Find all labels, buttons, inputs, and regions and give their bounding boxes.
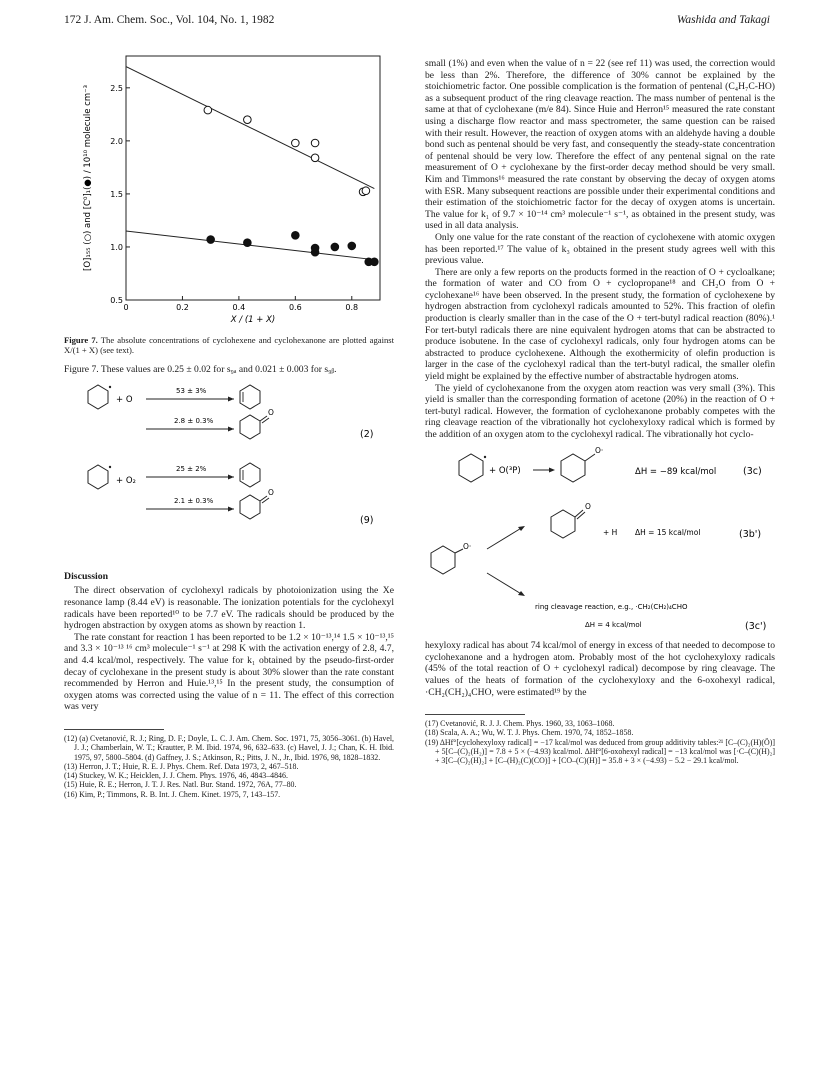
running-header-authors: Washida and Takagi [676, 14, 770, 26]
svg-text:O: O [585, 501, 591, 511]
reaction-scheme-3 [425, 445, 775, 635]
scheme-9-reactant: + O₂ [116, 476, 136, 487]
discussion-heading: Discussion [64, 570, 109, 582]
data-point-open [292, 139, 300, 147]
data-point-filled [292, 231, 300, 239]
body-paragraph-1: small (1%) and even when the value of n = 22 (see ref 11) was used, the correction would be less than 2%. Therefore, the difference of 30% cannot be explained by the stoichiometric factor. One possible complication is the formation of pentenal (C₄H₇C-HO) as a subsequent product of the ring cleavage reaction. The mass number of pentenal is the same at that of cyclohexane (m/e 84). Since Huie and Herron¹⁵ measured the rate constant using a discharge flow reactor and mass spectrometer, the same question can be raised with their result. However, the reaction of oxygen atoms with an aldehyde having a double bond such as pentenal should be very fast, and consequently the steady-state concentration of pentenal should be very low. Therefore the effect of any pentenal signal on the rate measurement of O + cyclohexane by the first-order decay method should be very small. Kim and Timmons¹⁶ measured the rate constant by observing the decay of oxygen atoms with ESR. Many subsequent reactions are possible under their experimental conditions and their estimation of the stoichiometric factor for the decay of oxygen atoms is uncertain. The value for k₁ of 9.7 × 10⁻¹⁴ cm³ molecule⁻¹ s⁻¹, as obtained in the present study, was used in all data analysis. [425, 58, 775, 232]
references-left [64, 734, 394, 799]
figure-7-caption [64, 335, 394, 356]
scheme-3b-product: + H [603, 527, 618, 537]
figure-caption-text: The absolute concentrations of cyclohexene and cyclohexanone are plotted against X/(1 + X) (see text). [64, 334, 395, 356]
scheme-2-yield-2: 2.8 ± 0.3% [174, 417, 214, 426]
figure-7-chart [64, 50, 394, 328]
cyclohexyl-ring [88, 385, 108, 409]
running-header-journal: 172 J. Am. Chem. Soc., Vol. 104, No. 1, 1982 [64, 14, 275, 26]
data-point-filled [371, 258, 379, 266]
cyclohexyl-ring [459, 454, 483, 482]
scheme-3c-reactant: + O(³P) [489, 465, 521, 476]
data-point-filled [207, 236, 215, 244]
data-point-filled [311, 244, 319, 252]
scheme-9-yield-2: 2.1 ± 0.3% [174, 497, 214, 506]
left-column [64, 50, 394, 799]
reference-12: (12) (a) Cvetanović, R. J.; Ring, D. F.; Doyle, L. C. J. Am. Chem. Soc. 1971, 75, 3056–3061. (b) Havel, J. J.; Chamberlain, W. T.; Krautter, P. M. Ibid. 1974, 96, 632–633. (c) Havel, J. J.; Chan, K. H. Ibid. 1975, 97, 5800–5804. (d) Gaffney, J. S.; Atkinson, R.; Pitts, J. N., Jr., Ibid. 1976, 98, 1828–1832. [64, 733, 394, 762]
x-tick-label: 0 [123, 303, 129, 312]
x-tick-label: 0.8 [345, 303, 359, 312]
x-tick-label: 0.4 [232, 303, 246, 312]
data-point-open [362, 187, 370, 195]
cyclohexanone-ring [551, 510, 575, 538]
data-point-open [311, 154, 319, 162]
reaction-scheme-2-9 [64, 377, 394, 567]
discussion-paragraph-1: The direct observation of cyclohexyl radicals by photoionization using the Xe resonance lamp (8.44 eV) is reasonable. The ionization potentials for the cyclohexyl radicals have been reported¹⁰ to be 7.7 eV. The radicals should be produced by the hydrogen abstraction by oxygen atoms as shown by reaction 1. [64, 585, 394, 632]
reference-13: (13) Herron, J. T.; Huie, R. E. J. Phys. Chem. Ref. Data 1973, 2, 467–518. [64, 761, 299, 771]
y-tick-label: 2.5 [110, 83, 123, 93]
scheme-9-yield-1: 25 ± 2% [176, 465, 207, 474]
body-paragraph-5: hexyloxy radical has about 74 kcal/mol of energy in excess of that needed to decompose to cyclohexanone and a hydrogen atom. Probably most of the hot cyclohexyloxy radicals (45% of the total reaction of O + cyclohexyl radical) decompose by ring cleavage. The values of the heats of formation of the cyclohexyloxy and the 6-oxohexyl radical, ·CH₂(CH₂)₄CHO, were estimated¹⁹ by the [425, 640, 775, 698]
body-paragraph-2: Only one value for the rate constant of the reaction of cyclohexene with atomic oxygen has been reported.¹⁷ The value of k₃ obtained in the present study agrees well with this previous value. [425, 231, 775, 267]
x-tick-label: 0.6 [288, 303, 302, 312]
footnote-rule [64, 729, 164, 730]
data-point-filled [331, 243, 339, 251]
cyclohexanone-ring [240, 415, 260, 439]
y-tick-label: 1.5 [110, 189, 123, 199]
cyclohexyl-ring [88, 465, 108, 489]
footnote-rule [425, 714, 525, 715]
right-column [425, 58, 775, 766]
scheme-2-yield-1: 53 ± 3% [176, 387, 207, 396]
body-paragraph-4: The yield of cyclohexanone from the oxygen atom reaction was very small (3%). This yield is smaller than the corresponding formation of acetone (20%) in the reaction of O + tert-butyl radical. However, the formation of cyclohexanone probably competes with the ring cleavage reaction of the vibrationally hot cyclohexyloxy radical which is formed by the addition of an oxygen atom to the cyclohexyl radical. The vibrationally hot cyclo- [425, 382, 775, 440]
reference-19: (19) ΔHf°[cyclohexyloxy radical] = −17 kcal/mol was deduced from group additivity tables:²¹ [C–(C)₂(H)(Ö)] + 5[C–(C)₂(H₂)] = 7.8 + 5 × (−4.93) kcal/mol. ΔHf°[6-oxohexyl radical] = −13 kcal/mol was [·C–(C)(H)₂] + 3[C–(C)₂(H)₂] + [C–(H)₂(C)(CO)] + [CO–(C)(H)] = 35.8 + 3 × (−4.93) − 5.2 − 29.1 kcal/mol. [425, 737, 775, 766]
cyclohexanone-ring [240, 495, 260, 519]
y-tick-label: 2.0 [110, 136, 123, 146]
x-axis-label: X / (1 + X) [230, 315, 276, 325]
equation-number-3c: (3c) [743, 465, 762, 477]
reference-18: (18) Scala, A. A.; Wu, W. T. J. Phys. Chem. 1970, 74, 1852–1858. [425, 728, 634, 738]
svg-text:O·: O· [463, 541, 472, 551]
ring-cleavage-enthalpy: ΔH = 4 kcal/mol [585, 620, 642, 629]
plot-frame [126, 56, 380, 300]
cyclohexyloxy-ring [431, 546, 455, 574]
equation-number-2: (2) [360, 429, 374, 441]
svg-text:O: O [268, 488, 274, 498]
equation-number-3c-prime: (3c') [745, 620, 767, 632]
scheme-3c-enthalpy: ΔH = −89 kcal/mol [635, 466, 717, 477]
fit-line [126, 67, 374, 189]
discussion-paragraph-2: The rate constant for reaction 1 has been reported to be 1.2 × 10⁻¹³,¹⁴ 1.5 × 10⁻¹³,¹⁵ and 3.3 × 10⁻¹³ ¹⁶ cm³ molecule⁻¹ s⁻¹ at 298 K with the activation energy of 2.8, 4.7, and 4.4 kcal/mol, respectively. The value for k₁ obtained by the pseudo-first-order decay of cyclohexane in the present study is about 30% slower than the rate constant recommended by Herron and Huie.¹³,¹⁵ In the present study, the consumption of oxygen atoms was corrected using the value of n = 11. The effect of this correction was very [64, 631, 394, 713]
data-point-open [204, 106, 212, 114]
svg-text:O·: O· [595, 445, 604, 455]
y-tick-label: 1.0 [110, 242, 123, 252]
data-point-open [244, 116, 252, 124]
data-point-filled [244, 239, 252, 247]
figure-values-text: Figure 7. These values are 0.25 ± 0.02 for s₉ₐ and 0.021 ± 0.003 for s₉ᵦ. [64, 363, 337, 375]
body-paragraph-3: There are only a few reports on the products formed in the reaction of O + cycloalkane; the formation of water and CO from O + cyclopropane¹⁸ and CH₂O from O + cyclohexane¹⁶ have been observed. In the present study, the formation of cyclohexene by hydrogen abstraction from cyclohexyl radicals amounted to 52%. This fraction of olefin production is clearly smaller than in the case of the O + tert-butyl radical reaction (80%).¹ For tert-butyl radicals there are nine equivalent hydrogen atoms that can be abstracted to produce isobutene. In the case of cyclohexyl radicals, only four hydrogen atoms can be abstracted to produce cyclohexene. Although the exothermicity of olefin production is larger in the case of the cyclohexyl radical than the tert-butyl radical, the smaller olefin yield might be explained by the effective number of abstractable hydrogen atoms. [425, 266, 775, 383]
cyclohexyloxy-ring [561, 454, 585, 482]
reference-14: (14) Stuckey, W. K.; Heicklen, J. J. Chem. Phys. 1976, 46, 4843–4846. [64, 771, 288, 781]
ring-cleavage-text: ring cleavage reaction, e.g., ·CH₂(CH₂)₄CHO [535, 602, 688, 611]
x-tick-label: 0.2 [176, 303, 189, 312]
reference-15: (15) Huie, R. E.; Herron, J. T. J. Res. Natl. Bur. Stand. 1972, 76A, 77–80. [64, 780, 297, 790]
equation-number-9: (9) [360, 515, 374, 527]
reference-16: (16) Kim, P.; Timmons, R. B. Int. J. Chem. Kinet. 1975, 7, 143–157. [64, 789, 281, 799]
data-point-filled [348, 242, 356, 250]
figure-label: Figure 7. [64, 334, 98, 345]
y-axis-label: [O]₁₅₅ (○) and [C⁰]₁(●) / 10¹⁰ molecule cm⁻³ [83, 85, 93, 271]
data-point-open [311, 139, 319, 147]
reference-17: (17) Cvetanović, R. J. J. Chem. Phys. 1960, 33, 1063–1068. [425, 719, 615, 729]
equation-number-3b: (3b') [739, 528, 762, 540]
y-tick-label: 0.5 [110, 296, 123, 305]
references-right [425, 719, 775, 765]
scheme-3b-enthalpy: ΔH = 15 kcal/mol [635, 527, 701, 537]
svg-text:O: O [268, 408, 274, 418]
scheme-2-reactant: + O [116, 395, 133, 406]
